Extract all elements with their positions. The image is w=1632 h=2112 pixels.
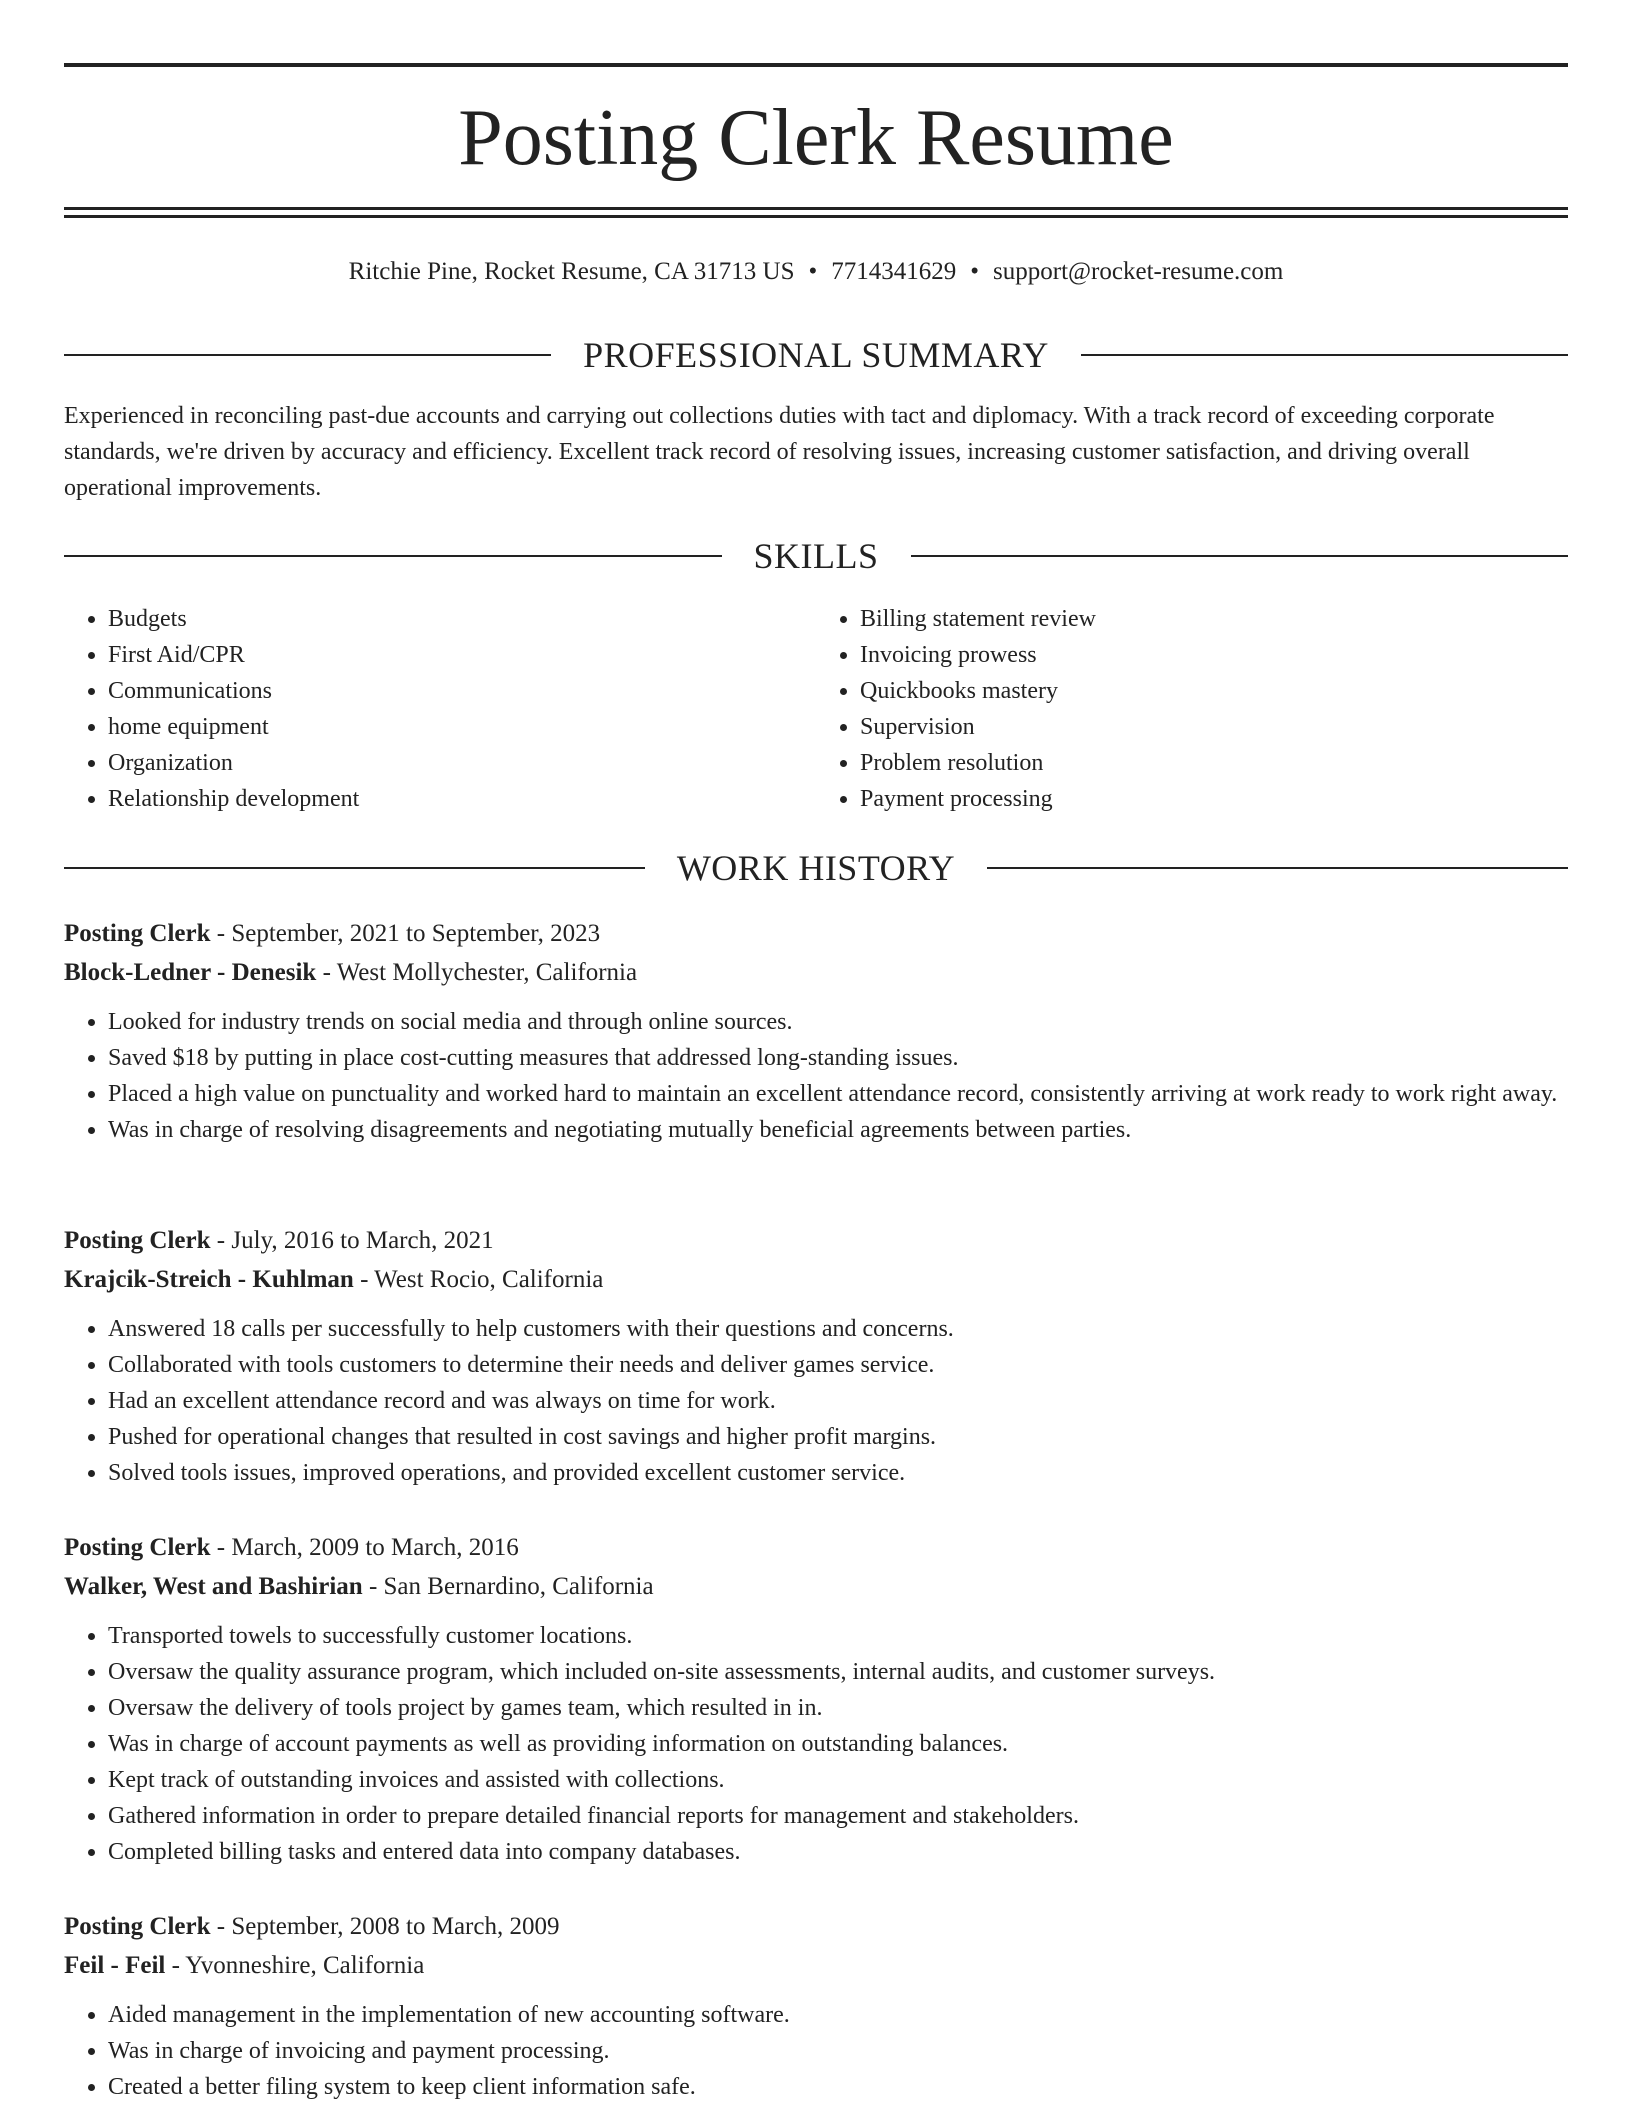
job-dates: - March, 2009 to March, 2016 (210, 1534, 519, 1561)
job-company-line (64, 1567, 1568, 1606)
job-bullets (64, 1997, 1568, 2105)
page-title: Posting Clerk Resume (458, 94, 1174, 182)
list-item: • Aided management in the implementation of new accounting software. (108, 1997, 1568, 2033)
job-entry (64, 1221, 1568, 1491)
list-item: • Transported towels to successfully customer locations. (108, 1618, 1568, 1654)
contact-address: Ritchie Pine, Rocket Resume, CA 31713 US (348, 258, 795, 285)
contact-line (64, 254, 1568, 290)
job-company-line (64, 1946, 1568, 1985)
skills-list (64, 601, 1568, 817)
job-title: Posting Clerk (64, 920, 211, 947)
list-item: • Collaborated with tools customers to determine their needs and deliver games service. (108, 1347, 1568, 1383)
heading-rule-left (64, 354, 551, 356)
heading-rule-right (1081, 354, 1568, 356)
skill-item: • Communications (108, 673, 816, 709)
skill-item: • Quickbooks mastery (860, 673, 1568, 709)
list-item: • Gathered information in order to prepare detailed financial reports for management and stakeholders. (108, 1798, 1568, 1834)
summary-heading (64, 333, 1568, 377)
job-bullets (64, 1311, 1568, 1491)
skill-item: • Problem resolution (860, 745, 1568, 781)
list-item: • Looked for industry trends on social media and through online sources. (108, 1004, 1568, 1040)
job-location: - Yvonneshire, California (165, 1952, 425, 1979)
list-item: • Pushed for operational changes that resulted in cost savings and higher profit margins. (108, 1419, 1568, 1455)
skills-column-right (816, 601, 1568, 817)
heading-rule-left (64, 867, 645, 869)
work-history-heading (64, 846, 1568, 890)
job-title-line (64, 1528, 1568, 1567)
skill-item: • First Aid/CPR (108, 637, 816, 673)
job-title: Posting Clerk (64, 1227, 211, 1254)
list-item: • Placed a high value on punctuality and worked hard to maintain an excellent attendance record, consistently arriving at work ready to work right away. (108, 1076, 1568, 1112)
skill-item: • Budgets (108, 601, 816, 637)
skills-column-left (64, 601, 816, 817)
contact-email: support@rocket-resume.com (993, 258, 1284, 285)
heading-rule-left (64, 555, 722, 557)
job-company-line (64, 1260, 1568, 1299)
skill-item: • Invoicing prowess (860, 637, 1568, 673)
skill-item: • Relationship development (108, 781, 816, 817)
job-dates: - September, 2008 to March, 2009 (210, 1913, 560, 1940)
job-company: Krajcik-Streich - Kuhlman (64, 1266, 354, 1293)
job-entry (64, 914, 1568, 1148)
section-title: WORK HISTORY (676, 848, 956, 888)
contact-phone: 7714341629 (831, 258, 957, 285)
job-title-line (64, 1221, 1568, 1260)
job-dates: - September, 2021 to September, 2023 (210, 920, 601, 947)
list-item: • Completed billing tasks and entered data into company databases. (108, 1834, 1568, 1870)
double-rule (64, 207, 1568, 218)
job-company: Block-Ledner - Denesik (64, 959, 317, 986)
job-bullets (64, 1618, 1568, 1870)
list-item: • Saved $18 by putting in place cost-cutting measures that addressed long-standing issues. (108, 1040, 1568, 1076)
list-item: • Was in charge of account payments as well as providing information on outstanding balances. (108, 1726, 1568, 1762)
list-item: • Answered 18 calls per successfully to help customers with their questions and concerns. (108, 1311, 1568, 1347)
list-item: • Kept track of outstanding invoices and assisted with collections. (108, 1762, 1568, 1798)
section-title: PROFESSIONAL SUMMARY (583, 335, 1049, 375)
summary-text: Experienced in reconciling past-due accounts and carrying out collections duties with tact and diplomacy. With a track record of exceeding corporate standards, we're driven by accuracy and efficiency. Excellent track record of resolving issues, increasing customer satisfaction, and driving overall operational improvements. (64, 403, 1495, 501)
list-item: • Oversaw the delivery of tools project by games team, which resulted in in. (108, 1690, 1568, 1726)
job-dates: - July, 2016 to March, 2021 (210, 1227, 494, 1254)
skill-item: • Payment processing (860, 781, 1568, 817)
job-entry (64, 1528, 1568, 1870)
job-location: - San Bernardino, California (362, 1573, 654, 1600)
separator-dot: • (970, 258, 980, 285)
job-location: - West Mollychester, California (316, 959, 638, 986)
heading-rule-right (911, 555, 1569, 557)
heading-rule-right (987, 867, 1568, 869)
section-title: SKILLS (753, 536, 879, 576)
skills-heading (64, 534, 1568, 578)
list-item: • Solved tools issues, improved operations, and provided excellent customer service. (108, 1455, 1568, 1491)
job-bullets (64, 1004, 1568, 1148)
job-company: Walker, West and Bashirian (64, 1573, 363, 1600)
top-rule (64, 63, 1568, 67)
skill-item: • Supervision (860, 709, 1568, 745)
skill-item: • Organization (108, 745, 816, 781)
list-item: • Had an excellent attendance record and was always on time for work. (108, 1383, 1568, 1419)
job-title-line (64, 914, 1568, 953)
skill-item: • home equipment (108, 709, 816, 745)
job-title: Posting Clerk (64, 1534, 211, 1561)
job-title: Posting Clerk (64, 1913, 211, 1940)
job-entry (64, 1907, 1568, 2105)
list-item: • Was in charge of invoicing and payment processing. (108, 2033, 1568, 2069)
job-company: Feil - Feil (64, 1952, 166, 1979)
list-item: • Oversaw the quality assurance program, which included on-site assessments, internal audits, and customer surveys. (108, 1654, 1568, 1690)
list-item: • Created a better filing system to keep client information safe. (108, 2069, 1568, 2105)
job-title-line (64, 1907, 1568, 1946)
job-company-line (64, 953, 1568, 992)
separator-dot: • (808, 258, 818, 285)
job-location: - West Rocio, California (353, 1266, 604, 1293)
list-item: • Was in charge of resolving disagreements and negotiating mutually beneficial agreements between parties. (108, 1112, 1568, 1148)
skill-item: • Billing statement review (860, 601, 1568, 637)
